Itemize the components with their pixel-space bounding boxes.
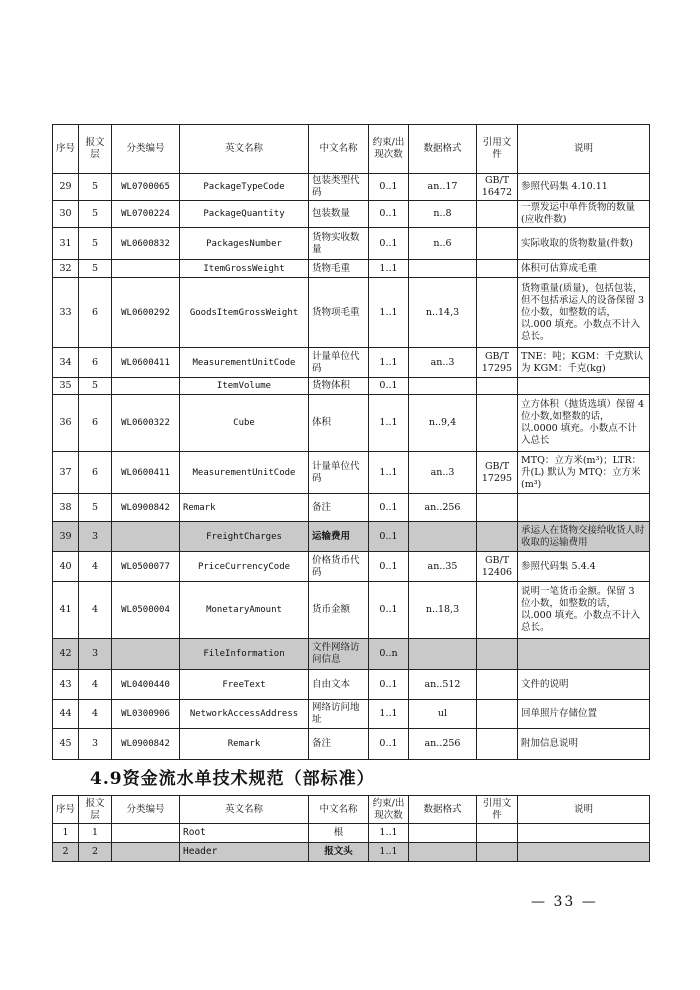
header-cell: 数据格式 [409, 796, 477, 824]
description: 一票发运中单件货物的数量(应收件数) [518, 201, 650, 228]
description [518, 824, 650, 843]
description: 参照代码集 5.4.4 [518, 552, 650, 582]
constraint: 1..1 [369, 452, 409, 494]
row-number: 1 [53, 824, 79, 843]
english-name: Cube [180, 395, 309, 452]
table-row [53, 670, 650, 700]
message-level: 5 [79, 260, 112, 278]
constraint: 1..1 [369, 278, 409, 348]
row-number: 42 [53, 639, 79, 670]
row-number: 44 [53, 700, 79, 729]
table-row [53, 522, 650, 552]
message-level: 5 [79, 228, 112, 260]
class-code [112, 824, 180, 843]
class-code [112, 260, 180, 278]
constraint: 1..1 [369, 700, 409, 729]
constraint: 0..1 [369, 174, 409, 201]
class-code: WL0900842 [112, 729, 180, 760]
row-number: 40 [53, 552, 79, 582]
class-code: WL0700224 [112, 201, 180, 228]
chinese-name: 包装类型代码 [309, 174, 369, 201]
chinese-name: 价格货币代码 [309, 552, 369, 582]
data-format: an..256 [409, 729, 477, 760]
data-format: an..3 [409, 452, 477, 494]
header-cell: 英文名称 [180, 796, 309, 824]
english-name: GoodsItemGrossWeight [180, 278, 309, 348]
row-number: 33 [53, 278, 79, 348]
row-number: 45 [53, 729, 79, 760]
constraint: 0..1 [369, 228, 409, 260]
chinese-name: 运输费用 [309, 522, 369, 552]
message-level: 4 [79, 700, 112, 729]
reference-file [477, 670, 518, 700]
constraint: 1..1 [369, 348, 409, 378]
table-row [53, 201, 650, 228]
chinese-name: 包装数量 [309, 201, 369, 228]
reference-file [477, 582, 518, 639]
english-name: MeasurementUnitCode [180, 452, 309, 494]
class-code: WL0400440 [112, 670, 180, 700]
description: TNE：吨；KGM：千克默认为 KGM：千克(kg) [518, 348, 650, 378]
message-level: 2 [79, 843, 112, 862]
table-row [53, 260, 650, 278]
message-level: 6 [79, 348, 112, 378]
header-cell: 英文名称 [180, 125, 309, 174]
data-format [409, 260, 477, 278]
reference-file [477, 278, 518, 348]
chinese-name: 货物毛重 [309, 260, 369, 278]
reference-file: GB/T 12406 [477, 552, 518, 582]
class-code [112, 378, 180, 395]
message-level: 5 [79, 378, 112, 395]
class-code: WL0600832 [112, 228, 180, 260]
data-format: n..8 [409, 201, 477, 228]
description: 说明一笔货币金额。保留 3 位小数，如整数的话，以.000 填充。小数点不计入总长。 [518, 582, 650, 639]
header-cell: 说明 [518, 796, 650, 824]
table-row [53, 824, 650, 843]
message-level: 4 [79, 582, 112, 639]
table-row [53, 348, 650, 378]
reference-file [477, 700, 518, 729]
description: 承运人在货物交接给收货人时收取的运输费用 [518, 522, 650, 552]
reference-file [477, 824, 518, 843]
chinese-name: 备注 [309, 729, 369, 760]
data-element-table [52, 124, 650, 760]
constraint: 0..1 [369, 494, 409, 522]
chinese-name: 自由文本 [309, 670, 369, 700]
reference-file [477, 494, 518, 522]
english-name: ItemGrossWeight [180, 260, 309, 278]
row-number: 43 [53, 670, 79, 700]
table-row [53, 228, 650, 260]
header-cell: 数据格式 [409, 125, 477, 174]
english-name: Header [180, 843, 309, 862]
class-code: WL0900842 [112, 494, 180, 522]
message-level: 6 [79, 278, 112, 348]
class-code: WL0600292 [112, 278, 180, 348]
description [518, 378, 650, 395]
data-format: an..256 [409, 494, 477, 522]
reference-file [477, 639, 518, 670]
class-code [112, 522, 180, 552]
class-code: WL0600411 [112, 348, 180, 378]
data-format: ul [409, 700, 477, 729]
constraint: 1..1 [369, 843, 409, 862]
row-number: 30 [53, 201, 79, 228]
constraint: 1..1 [369, 395, 409, 452]
row-number: 29 [53, 174, 79, 201]
constraint: 0..1 [369, 522, 409, 552]
message-level: 4 [79, 552, 112, 582]
constraint: 0..1 [369, 378, 409, 395]
english-name: PriceCurrencyCode [180, 552, 309, 582]
row-number: 32 [53, 260, 79, 278]
header-cell: 说明 [518, 125, 650, 174]
constraint: 0..1 [369, 552, 409, 582]
header-cell: 约束/出现次数 [369, 125, 409, 174]
row-number: 38 [53, 494, 79, 522]
row-number: 35 [53, 378, 79, 395]
reference-file [477, 260, 518, 278]
chinese-name: 根 [309, 824, 369, 843]
header-cell: 分类编号 [112, 125, 180, 174]
data-format: an..3 [409, 348, 477, 378]
message-level: 5 [79, 494, 112, 522]
class-code: WL0500004 [112, 582, 180, 639]
table-row [53, 729, 650, 760]
english-name: Root [180, 824, 309, 843]
description: MTQ：立方米(m³)；LTR：升(L) 默认为 MTQ：立方米(m³) [518, 452, 650, 494]
english-name: PackageTypeCode [180, 174, 309, 201]
header-cell: 引用文件 [477, 796, 518, 824]
data-format [409, 639, 477, 670]
table-row [53, 494, 650, 522]
fund-flow-table [52, 795, 650, 862]
constraint: 0..1 [369, 201, 409, 228]
description: 文件的说明 [518, 670, 650, 700]
class-code: WL0700065 [112, 174, 180, 201]
class-code [112, 639, 180, 670]
header-cell: 报文层 [79, 796, 112, 824]
class-code: WL0500077 [112, 552, 180, 582]
table-row [53, 843, 650, 862]
english-name: FreeText [180, 670, 309, 700]
chinese-name: 货物项毛重 [309, 278, 369, 348]
table-row [53, 395, 650, 452]
header-cell: 中文名称 [309, 796, 369, 824]
reference-file [477, 201, 518, 228]
table-row [53, 639, 650, 670]
row-number: 41 [53, 582, 79, 639]
data-format: an..35 [409, 552, 477, 582]
constraint: 0..1 [369, 670, 409, 700]
data-format [409, 843, 477, 862]
description: 回单照片存储位置 [518, 700, 650, 729]
message-level: 5 [79, 174, 112, 201]
table-row [53, 700, 650, 729]
data-format: n..18,3 [409, 582, 477, 639]
row-number: 34 [53, 348, 79, 378]
table-row [53, 378, 650, 395]
english-name: FileInformation [180, 639, 309, 670]
data-format: an..17 [409, 174, 477, 201]
english-name: MonetaryAmount [180, 582, 309, 639]
reference-file: GB/T 16472 [477, 174, 518, 201]
english-name: Remark [180, 494, 309, 522]
description: 体积可估算成毛重 [518, 260, 650, 278]
constraint: 0..1 [369, 729, 409, 760]
class-code: WL0600411 [112, 452, 180, 494]
constraint: 1..1 [369, 824, 409, 843]
english-name: PackagesNumber [180, 228, 309, 260]
table-header-row [53, 125, 650, 174]
table-row [53, 582, 650, 639]
message-level: 4 [79, 670, 112, 700]
chinese-name: 网络访问地址 [309, 700, 369, 729]
table-row [53, 174, 650, 201]
data-format: an..512 [409, 670, 477, 700]
chinese-name: 计量单位代码 [309, 348, 369, 378]
data-format: n..14,3 [409, 278, 477, 348]
header-cell: 报文层 [79, 125, 112, 174]
chinese-name: 货物实收数量 [309, 228, 369, 260]
english-name: ItemVolume [180, 378, 309, 395]
reference-file [477, 378, 518, 395]
row-number: 37 [53, 452, 79, 494]
constraint: 0..1 [369, 582, 409, 639]
message-level: 5 [79, 201, 112, 228]
description [518, 494, 650, 522]
message-level: 6 [79, 452, 112, 494]
description: 立方体积（抛货选填）保留 4 位小数,如整数的话，以.0000 填充。小数点不计入总长 [518, 395, 650, 452]
section-title: 4.9资金流水单技术规范（部标准） [90, 769, 375, 789]
data-format: n..6 [409, 228, 477, 260]
table-row [53, 552, 650, 582]
reference-file: GB/T 17295 [477, 348, 518, 378]
reference-file [477, 395, 518, 452]
description: 参照代码集 4.10.11 [518, 174, 650, 201]
message-level: 3 [79, 729, 112, 760]
constraint: 1..1 [369, 260, 409, 278]
chinese-name: 货物体积 [309, 378, 369, 395]
class-code: WL0600322 [112, 395, 180, 452]
reference-file [477, 228, 518, 260]
header-cell: 序号 [53, 125, 79, 174]
header-cell: 引用文件 [477, 125, 518, 174]
data-format [409, 824, 477, 843]
chinese-name: 货币金额 [309, 582, 369, 639]
english-name: MeasurementUnitCode [180, 348, 309, 378]
header-cell: 中文名称 [309, 125, 369, 174]
chinese-name: 体积 [309, 395, 369, 452]
data-format: n..9,4 [409, 395, 477, 452]
row-number: 36 [53, 395, 79, 452]
english-name: Remark [180, 729, 309, 760]
header-cell: 约束/出现次数 [369, 796, 409, 824]
reference-file [477, 843, 518, 862]
row-number: 39 [53, 522, 79, 552]
data-format [409, 378, 477, 395]
class-code [112, 843, 180, 862]
message-level: 3 [79, 639, 112, 670]
english-name: FreightCharges [180, 522, 309, 552]
english-name: PackageQuantity [180, 201, 309, 228]
message-level: 1 [79, 824, 112, 843]
page-number: — 33 — [531, 894, 598, 910]
description: 附加信息说明 [518, 729, 650, 760]
reference-file [477, 522, 518, 552]
constraint: 0..n [369, 639, 409, 670]
description [518, 639, 650, 670]
reference-file [477, 729, 518, 760]
chinese-name: 备注 [309, 494, 369, 522]
table-header-row [53, 796, 650, 824]
reference-file: GB/T 17295 [477, 452, 518, 494]
chinese-name: 文件网络访问信息 [309, 639, 369, 670]
chinese-name: 计量单位代码 [309, 452, 369, 494]
table-row [53, 278, 650, 348]
description [518, 843, 650, 862]
header-cell: 分类编号 [112, 796, 180, 824]
data-format [409, 522, 477, 552]
message-level: 6 [79, 395, 112, 452]
description: 实际收取的货物数量(件数) [518, 228, 650, 260]
row-number: 2 [53, 843, 79, 862]
class-code: WL0300906 [112, 700, 180, 729]
table-row [53, 452, 650, 494]
description: 货物重量(质量)，包括包装，但不包括承运人的设备保留 3 位小数，如整数的话，以.000 填充。小数点不计入总长。 [518, 278, 650, 348]
header-cell: 序号 [53, 796, 79, 824]
row-number: 31 [53, 228, 79, 260]
english-name: NetworkAccessAddress [180, 700, 309, 729]
message-level: 3 [79, 522, 112, 552]
chinese-name: 报文头 [309, 843, 369, 862]
